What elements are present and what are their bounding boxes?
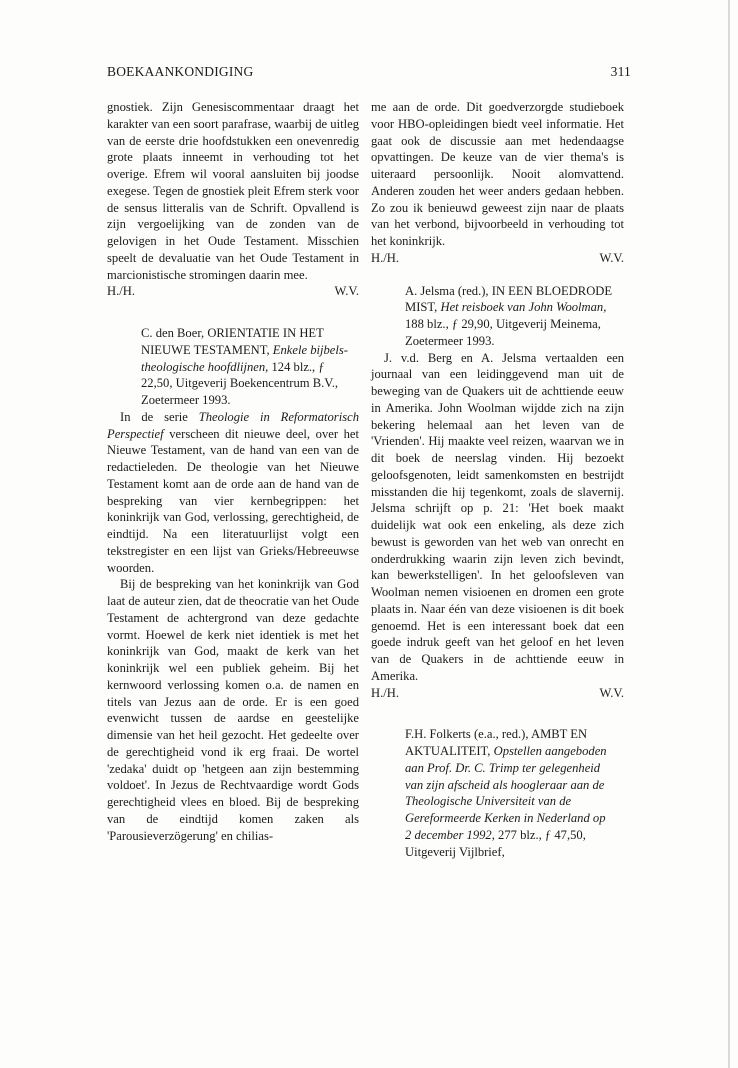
signature-initials: H./H.	[107, 284, 135, 299]
book-details: 277 blz., ƒ 47,50, Uitgeverij Vijlbrief,	[405, 827, 586, 859]
book-subtitle: Enkele bijbels-theologische hoofdlijnen,	[141, 342, 348, 374]
continuation-paragraph: me aan de orde. Dit goedverzorgde studieboek voor HBO-opleidingen biedt veel informatie. Het gaat ook de discussie aan met hedendaagse opvattingen. De keuze van de vier thema's is uiteraard persoonlijk. Nooit alomvattend. Anderen zouden het weer anders gedaan hebben. Zo zou ik benieuwd geweest zijn naar de plaats van het verbond, bijvoorbeeld in verhouding tot het koninkrijk.	[371, 100, 624, 248]
review-text: verscheen dit nieuwe deel, over het Nieuwe Testament, van de hand van een van de redactieleden. De theologie van het Nieuwe Testament komt aan de orde aan de hand van de bespreking van vier kernbegrippen: het koninkrijk van God, verlossing, gerechtigheid, de eindtijd. Na een literatuurlijst volgt een tekstregister en een lijst van Grieks/Hebreeuwse woorden.	[107, 426, 359, 575]
book-subtitle: Het reisboek van John Woolman,	[440, 300, 607, 315]
book-subtitle: Opstellen aangeboden aan Prof. Dr. C. Trimp ter gelegenheid van zijn afscheid als hoogleraar aan de Theologische Universiteit van de Gereformeerde Kerken in Nederland op 2 december 1992,	[405, 744, 607, 842]
review-paragraph	[107, 409, 359, 577]
signature-initials: H./H.	[371, 250, 399, 265]
book-author: A. Jelsma (red.),	[405, 283, 489, 298]
signature-reviewer: W.V.	[334, 284, 359, 299]
book-title: ORIENTATIE IN HET NIEUWE TESTAMENT,	[141, 326, 324, 357]
signature-line	[371, 685, 624, 702]
signature-initials: H./H.	[371, 685, 399, 700]
book-entry	[107, 325, 359, 409]
review-text: In de serie	[120, 409, 188, 424]
page-number: 311	[610, 64, 631, 79]
review-paragraph: J. v.d. Berg en A. Jelsma vertaalden een journaal van een leidinggevend man uit de beweging van de Quakers uit de achttiende eeuw in Amerika. John Woolman wijdde zich na zijn bekering helemaal aan het leven van de 'Vrienden'. Hij maakte veel reizen, waarvan we in dit boek de neerslag vinden. Hij bezoekt geloofsgenoten, leidt samenkomsten en bestrijdt misstanden die hij tegenkomt, zoals de slavernij. Jelsma schrijft op p. 21: 'Het boek maakt duidelijk wat ook een enkeling, als deze zich bewust is geworden van het web van onrecht en onderdrukking waarin zijn leven zich bevindt, kan bewerkstelligen'. In het geloofsleven van Woolman nemen visioenen en dromen een grote plaats in. Naar één van deze visioenen is dit boek genoemd. Het is een interessant boek dat een goede indruk geeft van het geloof en het leven van de Quakers in de achttiende eeuw in Amerika.	[371, 350, 624, 683]
continuation-paragraph: gnostiek. Zijn Genesiscommentaar draagt het karakter van een soort parafrase, waarbij de uitleg van de eerste drie hoofdstukken een onevenredig grote plaats inneemt in verhouding tot het overige. Efrem wil vooral aansluiten bij joodse exegese. Tegen de gnostiek pleit Efrem sterk voor de sensus litteralis van de Schrift. Opvallend is zijn vergoelijking van de zonden van de gelovigen in het Oude Testament. Misschien speelt de devaluatie van het Oude Testament in marcionistische stromingen daarin mee.	[107, 100, 359, 282]
section-title: BOEKAANKONDIGING	[107, 64, 254, 79]
signature-line	[107, 283, 359, 300]
review-paragraph: Bij de bespreking van het koninkrijk van God laat de auteur zien, dat de theocratie van het Oude Testament de achtergrond van deze gedachte vormt. Hoewel de kerk niet identiek is met het koninkrijk van God, maakt de kerk van het koninkrijk wel een publiek geheim. Bij het kernwoord verlossing komen o.a. de namen en titels van Jezus aan de orde. Er is een goed evenwicht tussen de aardse en geestelijke dimensie van het heil gezocht. Het gedeelte over de gerechtigheid vond ik erg fraai. De wortel 'zedaka' duidt op 'hetgeen aan zijn bestemming voldoet'. In Jezus de Rechtvaardige wordt Gods gerechtigheid vlees en bloed. Bij de bespreking van de eindtijd komen zaken als 'Parousieverzögerung' en chilias-	[107, 577, 359, 843]
book-author: F.H. Folkerts (e.a., red.),	[405, 727, 529, 742]
signature-line	[371, 250, 624, 267]
book-entry	[371, 726, 624, 860]
signature-reviewer: W.V.	[599, 250, 624, 265]
signature-reviewer: W.V.	[599, 685, 624, 700]
book-details: 124 blz., ƒ 22,50, Uitgeverij Boekencentrum B.V., Zoetermeer 1993.	[141, 359, 339, 407]
book-title: AMBT EN AKTUALITEIT,	[405, 727, 588, 758]
book-title: IN EEN BLOEDRODE MIST,	[405, 283, 613, 315]
book-details: 188 blz., ƒ 29,90, Uitgeverij Meinema, Zoetermeer 1993.	[405, 317, 601, 348]
page-header	[107, 64, 631, 84]
left-column	[107, 99, 359, 844]
scan-edge	[728, 0, 730, 1068]
series-title: Theologie in Reformatorisch Perspectief	[107, 409, 359, 441]
book-entry	[371, 283, 624, 350]
right-column	[371, 99, 624, 860]
book-author: C. den Boer,	[141, 326, 205, 340]
